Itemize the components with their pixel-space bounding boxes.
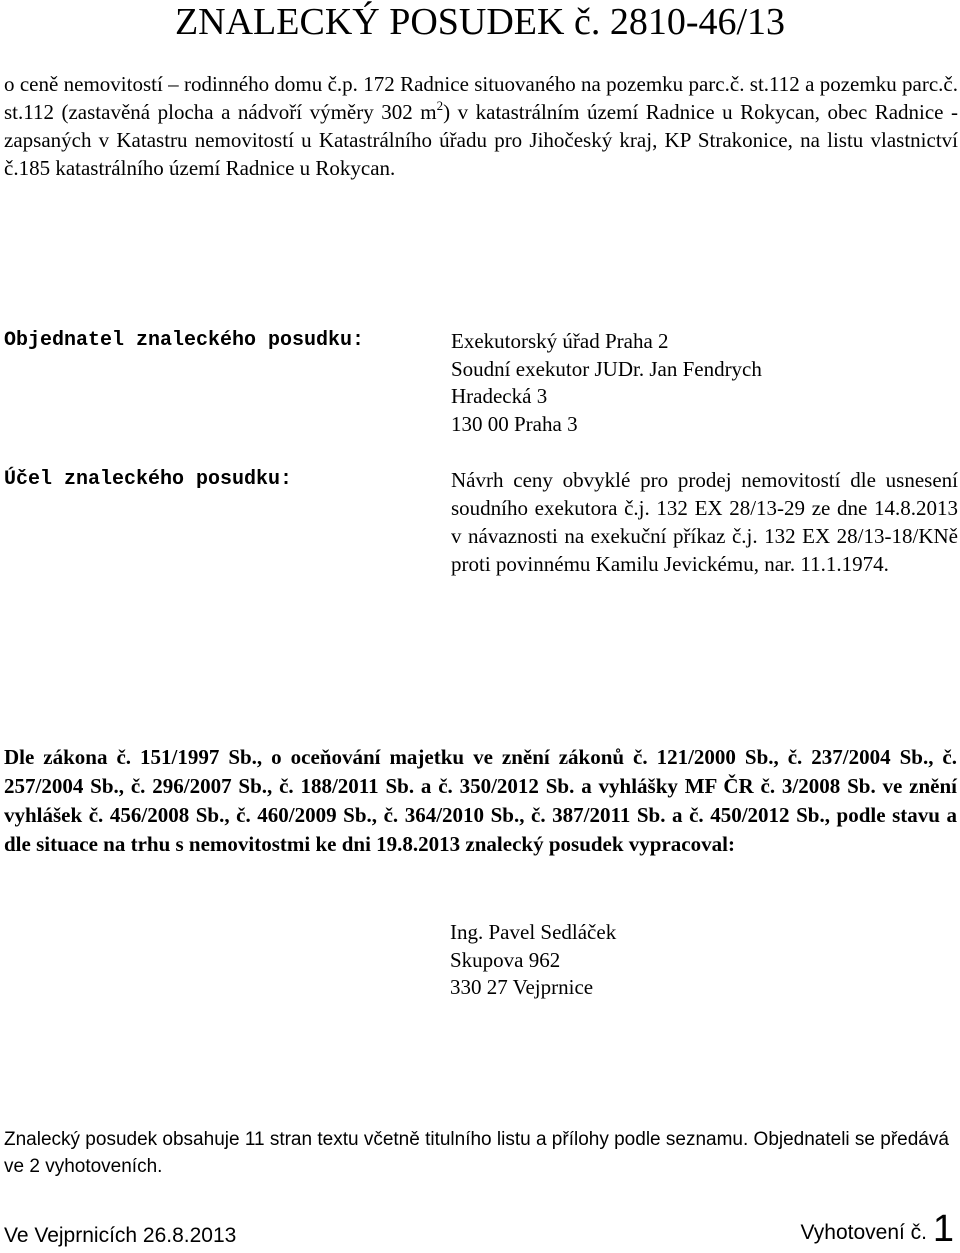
copy-number bbox=[801, 1209, 954, 1253]
expert-signature-block bbox=[450, 919, 616, 1002]
purpose-label: Účel znaleckého posudku: bbox=[4, 468, 293, 491]
copy-number-value: 1 bbox=[932, 1208, 954, 1250]
subject-text-part-1: o ceně nemovitostí – rodinného domu č.p. 172 Radnice situovaného na pozemku parc.č. st.112 a pozemku parc.č. st.112 (zastavěná plocha a nádvoří výměry 302 m bbox=[4, 72, 958, 124]
expert-line: Skupova 962 bbox=[450, 947, 561, 972]
square-meter-superscript: 2 bbox=[436, 98, 444, 113]
orderer-label: Objednatel znaleckého posudku: bbox=[4, 329, 365, 352]
subject-text-part-2: ) v katastrálním území Radnice u Rokycan, obec Radnice - zapsaných v Katastru nemovitostí u Katastrálního úřadu pro Jihočeský kraj, KP Strakonice, na listu vlastnictví č.185 katastrálního území Radnice u Rokycan. bbox=[4, 100, 959, 180]
orderer-line: Exekutorský úřad Praha 2 bbox=[451, 329, 669, 353]
legal-basis: Dle zákona č. 151/1997 Sb., o oceňování majetku ve znění zákonů č. 121/2000 Sb., č. 237/2004 Sb., č. 257/2004 Sb., č. 296/2007 Sb., č. 188/2011 Sb. a č. 350/2012 Sb. a vyhlášky MF ČR č. 3/2008 Sb. ve znění vyhlášek č. 456/2008 Sb., č. 460/2009 Sb., č. 364/2010 Sb., č. 387/2011 Sb. a č. 450/2012 Sb., podle stavu a dle situace na trhu s nemovitostmi ke dni 19.8.2013 znalecký posudek vypracoval: bbox=[4, 745, 957, 856]
place-and-date: Ve Vejprnicích 26.8.2013 bbox=[4, 1224, 237, 1247]
orderer-address bbox=[451, 328, 762, 438]
document-title: ZNALECKÝ POSUDEK č. 2810-46/13 bbox=[174, 1, 786, 43]
orderer-line: Hradecká 3 bbox=[451, 384, 548, 408]
purpose-text: Návrh ceny obvyklé pro prodej nemovitostí dle usnesení soudního exekutora č.j. 132 EX 28/13-29 ze dne 14.8.2013 v návaznosti na exekuční příkaz č.j. 132 EX 28/13-18/KNě proti povinnému Kamilu Jevickému, nar. 11.1.1974. bbox=[451, 468, 958, 576]
subject-description bbox=[4, 70, 958, 182]
copy-label: Vyhotovení č. bbox=[800, 1221, 928, 1244]
orderer-line: 130 00 Praha 3 bbox=[451, 411, 578, 436]
expert-line: 330 27 Vejprnice bbox=[450, 975, 594, 999]
report-scope-note: Znalecký posudek obsahuje 11 stran textu včetně titulního listu a přílohy podle seznamu. Objednateli se předává ve 2 vyhotoveních. bbox=[4, 1129, 949, 1177]
expert-line: Ing. Pavel Sedláček bbox=[450, 920, 617, 944]
orderer-line: Soudní exekutor JUDr. Jan Fendrych bbox=[451, 356, 762, 381]
